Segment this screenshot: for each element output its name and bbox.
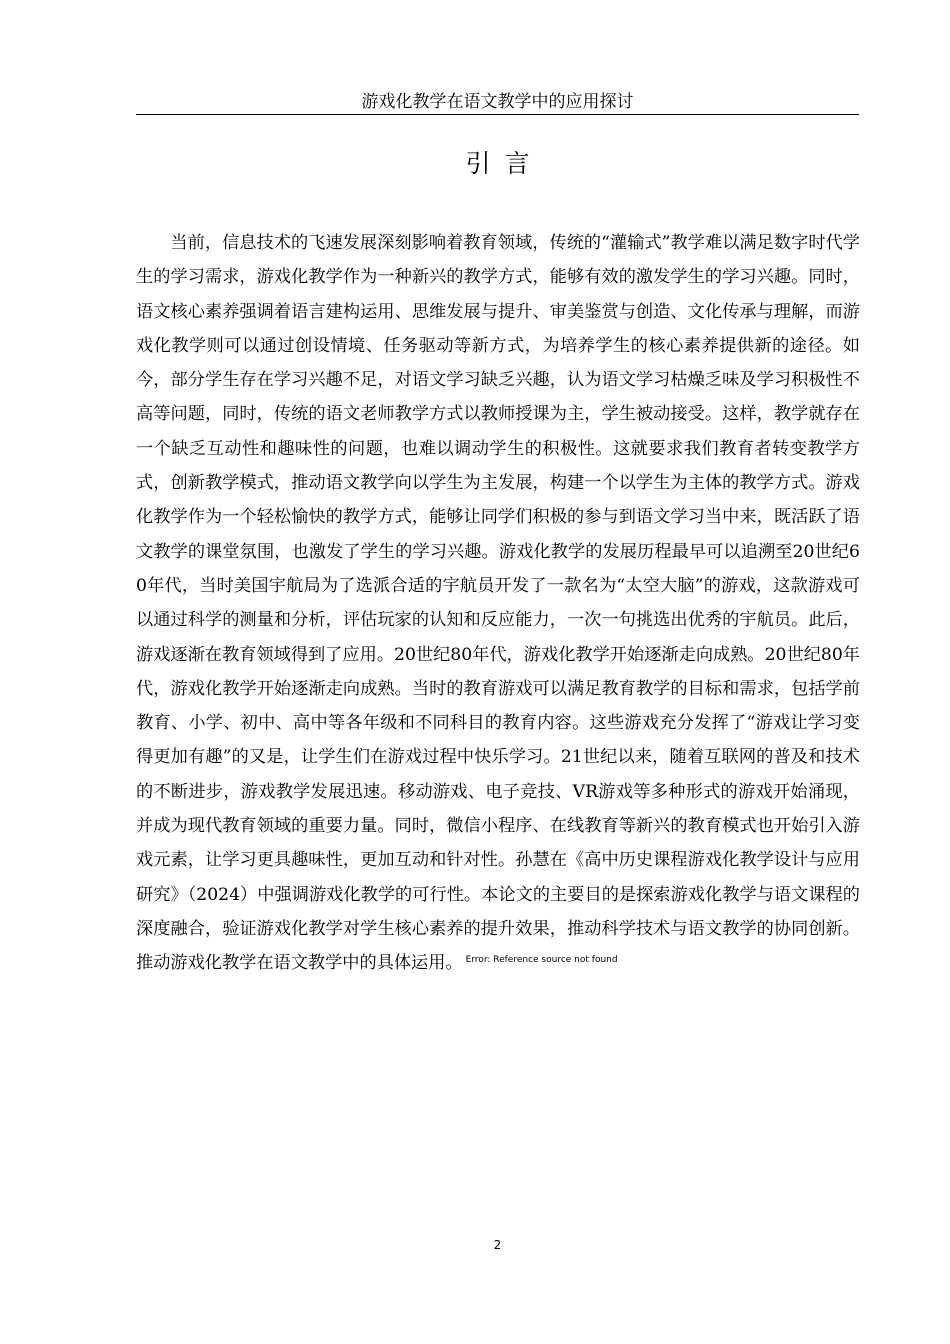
body-paragraph (136, 226, 860, 981)
reference-error-field: Error: Reference source not found (465, 954, 618, 965)
running-header: 游戏化教学在语文教学中的应用探讨 (361, 92, 634, 112)
section-title: 引言 (465, 149, 544, 178)
page-number: 2 (493, 1238, 502, 1252)
body-paragraph-text: 当前，信息技术的飞速发展深刻影响着教育领域，传统的“灌输式”教学难以满足数字时代学生的学习需求，游戏化教学作为一种新兴的教学方式，能够有效的激发学生的学习兴趣。同时，语文核心素养强调着语言建构运用、思维发展与提升、审美鉴赏与创造、文化传承与理解，而游戏化教学则可以通过创设情境、任务驱动等新方式，为培养学生的核心素养提供新的途径。如今，部分学生存在学习兴趣不足，对语文学习缺乏兴趣，认为语文学习枯燥乏味及学习积极性不高等问题，同时，传统的语文老师教学方式以教师授课为主，学生被动接受。这样，教学就存在一个缺乏互动性和趣味性的问题，也难以调动学生的积极性。这就要求我们教育者转变教学方式，创新教学模式，推动语文教学向以学生为主发展，构建一个以学生为主体的教学方式。游戏化教学作为一个轻松愉快的教学方式，能够让同学们积极的参与到语文学习当中来，既活跃了语文教学的课堂氛围，也激发了学生的学习兴趣。游戏化教学的发展历程最早可以追溯至20世纪60年代，当时美国宇航局为了选派合适的宇航员开发了一款名为“太空大脑”的游戏，这款游戏可以通过科学的测量和分析，评估玩家的认知和反应能力，一次一句挑选出优秀的宇航员。此后，游戏逐渐在教育领域得到了应用。20世纪80年代，游戏化教学开始逐渐走向成熟。20世纪80年代，游戏化教学开始逐渐走向成熟。当时的教育游戏可以满足教育教学的目标和需求，包括学前教育、小学、初中、高中等各年级和不同科目的教育内容。这些游戏充分发挥了“游戏让学习变得更加有趣”的又是，让学生们在游戏过程中快乐学习。21世纪以来，随着互联网的普及和技术的不断进步，游戏教学发展迅速。移动游戏、电子竞技、VR游戏等多种形式的游戏开始涌现，并成为现代教育领域的重要力量。同时，微信小程序、在线教育等新兴的教育模式也开始引入游戏元素，让学习更具趣味性，更加互动和针对性。孙慧在《高中历史课程游戏化教学设计与应用研究》（2024）中强调游戏化教学的可行性。本论文的主要目的是探索游戏化教学与语文课程的深度融合，验证游戏化教学对学生核心素养的提升效果，推动科学技术与语文教学的协同创新。推动游戏化教学在语文教学中的具体运用。 (136, 233, 860, 974)
header-rule (136, 114, 859, 115)
